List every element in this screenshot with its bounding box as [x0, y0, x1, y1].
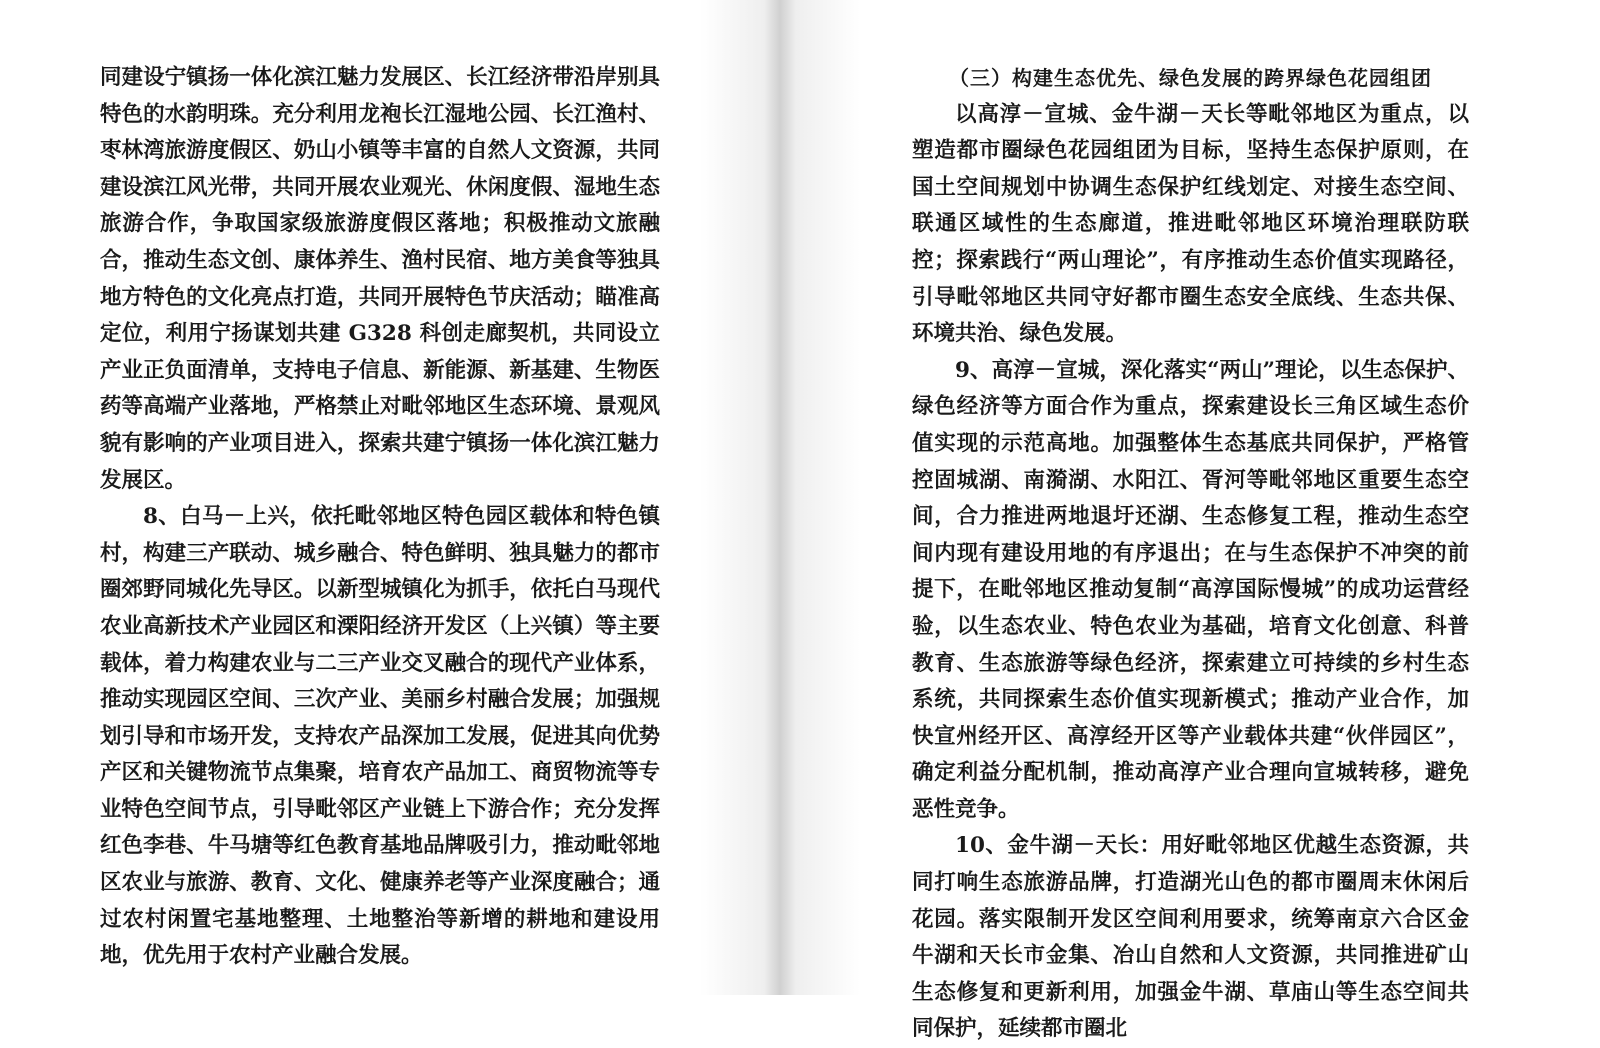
- section-heading: （三）构建生态优先、绿色发展的跨界绿色花园组团: [949, 66, 1432, 90]
- right-page-text: [912, 60, 1469, 1048]
- left-page-text: [100, 60, 660, 975]
- left-page: [0, 0, 785, 995]
- right-page: [785, 0, 1600, 1042]
- right-paragraph-2: 9、高淳－宣城，深化落实“两山”理论，以生态保护、绿色经济等方面合作为重点，探索建设长三角区域生态价值实现的示范高地。加强整体生态基底共同保护，严格管控固城湖、南漪湖、水阳江、胥河等毗邻地区重要生态空间，合力推进两地退圩还湖、生态修复工程，推动生态空间内现有建设用地的有序退出；在与生态保护不冲突的前提下，在毗邻地区推动复制“高淳国际慢城”的成功运营经验，以生态农业、特色农业为基础，培育文化创意、科普教育、生态旅游等绿色经济，探索建立可持续的乡村生态系统，共同探索生态价值实现新模式；推动产业合作，加快宣州经开区、高淳经开区等产业载体共建“伙伴园区”，确定利益分配机制，推动高淳产业合理向宣城转移，避免恶性竞争。: [912, 357, 1469, 822]
- right-paragraph-1: 以高淳－宣城、金牛湖－天长等毗邻地区为重点，以塑造都市圈绿色花园组团为目标，坚持生态保护原则，在国土空间规划中协调生态保护红线划定、对接生态空间、联通区域性的生态廊道，推进毗邻地区环境治理联防联控；探索践行“两山理论”，有序推动生态价值实现路径，引导毗邻地区共同守好都市圈生态安全底线、生态共保、环境共治、绿色发展。: [912, 101, 1469, 347]
- right-paragraph-3: 10、金牛湖－天长：用好毗邻地区优越生态资源，共同打响生态旅游品牌，打造湖光山色的都市圈周末休闲后花园。落实限制开发区空间利用要求，统筹南京六合区金牛湖和天长市金集、冶山自然和人文资源，共同推进矿山生态修复和更新利用，加强金牛湖、草庙山等生态空间共同保护，延续都市圈北: [912, 833, 1469, 1042]
- left-paragraph-2: 8、白马－上兴，依托毗邻地区特色园区载体和特色镇村，构建三产联动、城乡融合、特色鲜明、独具魅力的都市圈郊野同城化先导区。以新型城镇化为抓手，依托白马现代农业高新技术产业园区和溧阳经济开发区（上兴镇）等主要载体，着力构建农业与二三产业交叉融合的现代产业体系，推动实现园区空间、三次产业、美丽乡村融合发展；加强规划引导和市场开发，支持农产品深加工发展，促进其向优势产区和关键物流节点集聚，培育农产品加工、商贸物流等专业特色空间节点，引导毗邻区产业链上下游合作；充分发挥红色李巷、牛马塘等红色教育基地品牌吸引力，推动毗邻地区农业与旅游、教育、文化、健康养老等产业深度融合；通过农村闲置宅基地整理、土地整治等新增的耕地和建设用地，优先用于农村产业融合发展。: [100, 504, 660, 969]
- left-paragraph-1: 同建设宁镇扬一体化滨江魅力发展区、长江经济带沿岸别具特色的水韵明珠。充分利用龙袍长江湿地公园、长江渔村、枣林湾旅游度假区、奶山小镇等丰富的自然人文资源，共同建设滨江风光带，共同开展农业观光、休闲度假、湿地生态旅游合作，争取国家级旅游度假区落地；积极推动文旅融合，推动生态文创、康体养生、渔村民宿、地方美食等独具地方特色的文化亮点打造，共同开展特色节庆活动；瞄准高定位，利用宁扬谋划共建 G328 科创走廊契机，共同设立产业正负面清单，支持电子信息、新能源、新基建、生物医药等高端产业落地，严格禁止对毗邻地区生态环境、景观风貌有影响的产业项目进入，探索共建宁镇扬一体化滨江魅力发展区。: [100, 65, 660, 493]
